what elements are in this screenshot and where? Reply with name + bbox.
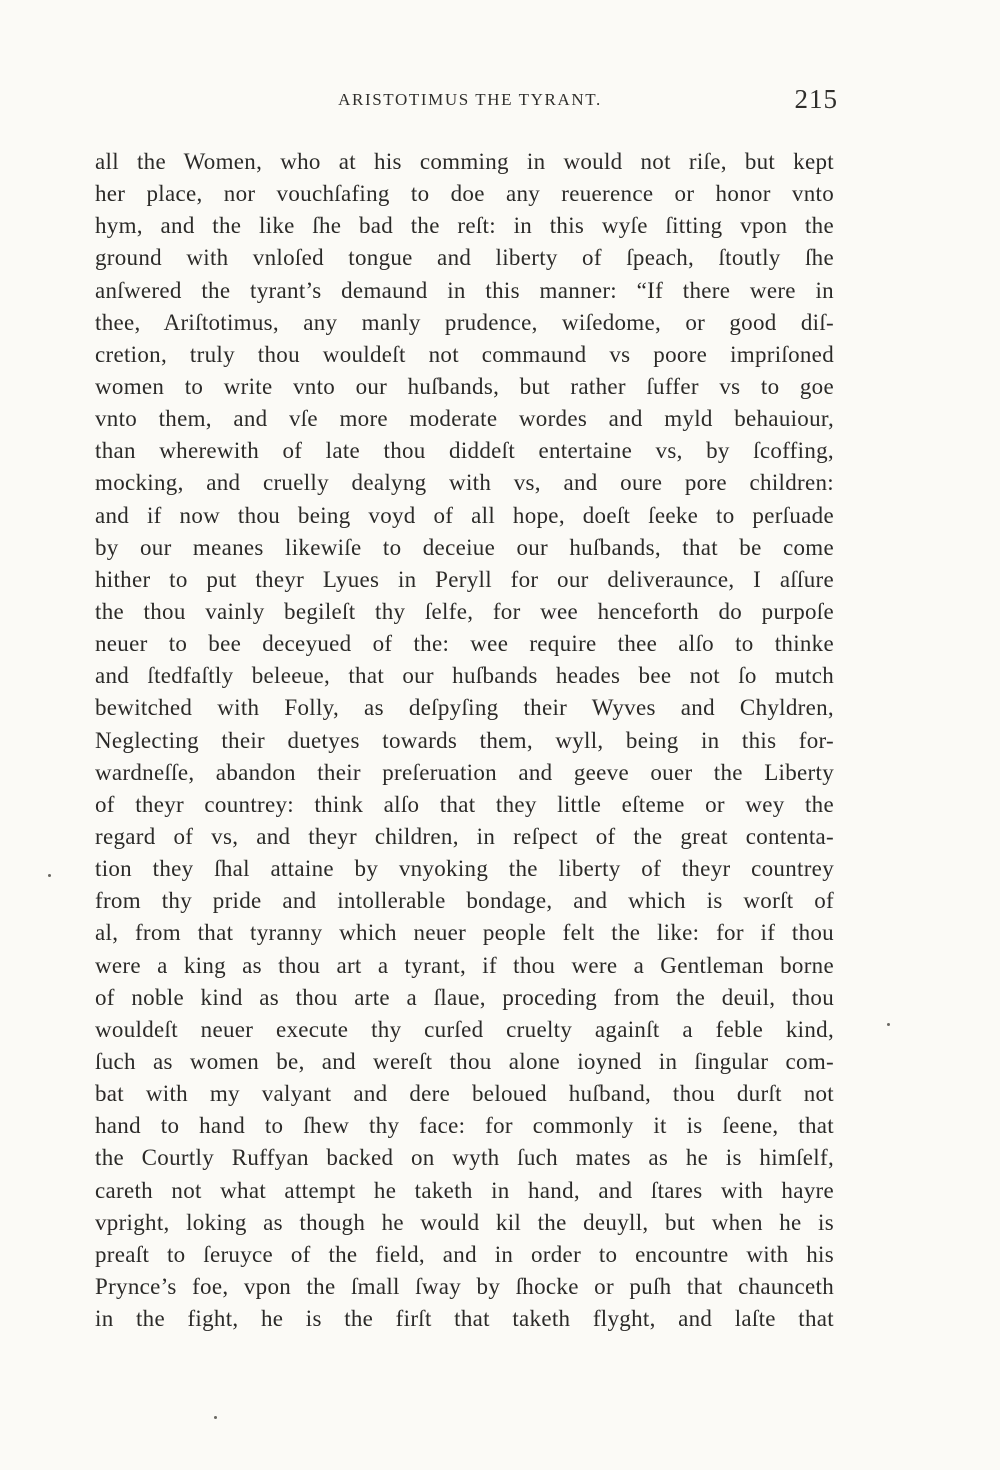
text-line: tion they ſhal attaine by vnyoking the liberty of theyr countrey — [95, 856, 834, 882]
text-line: by our meanes likewiſe to deceiue our huſbands, that be come — [95, 534, 834, 560]
body-text — [95, 146, 834, 1335]
text-line: than wherewith of late thou diddeſt entertaine vs, by ſcoffing, — [95, 438, 834, 464]
paper-speck — [214, 1416, 217, 1419]
text-line: ſuch as women be, and wereſt thou alone ioyned in ſingular com- — [95, 1048, 834, 1074]
text-line: of noble kind as thou arte a ſlaue, proceding from the deuil, thou — [95, 984, 834, 1010]
text-line: in the fight, he is the firſt that taketh flyght, and laſte that — [95, 1306, 834, 1332]
text-line: vnto them, and vſe more moderate wordes and myld behauiour, — [95, 406, 834, 432]
text-line: cretion, truly thou wouldeſt not commaund vs poore impriſoned — [95, 341, 834, 367]
text-line: were a king as thou art a tyrant, if thou were a Gentleman borne — [95, 952, 834, 978]
text-line: Prynce’s foe, vpon the ſmall ſway by ſhocke or puſh that chaunceth — [95, 1273, 834, 1299]
text-line: from thy pride and intollerable bondage, and which is worſt of — [95, 888, 834, 914]
text-line: anſwered the tyrant’s demaund in this manner: “If there were in — [95, 277, 834, 303]
running-head: ARISTOTIMUS THE TYRANT. — [338, 90, 602, 109]
text-line: ground with vnloſed tongue and liberty of ſpeach, ſtoutly ſhe — [95, 245, 834, 271]
text-line: bat with my valyant and dere beloued huſband, thou durſt not — [95, 1081, 834, 1107]
text-line: of theyr countrey: think alſo that they little eſteme or wey the — [95, 791, 834, 817]
text-line: wouldeſt neuer execute thy curſed cruelty againſt a feble kind, — [95, 1016, 834, 1042]
text-line: mocking, and cruelly dealyng with vs, and oure pore children: — [95, 470, 834, 496]
text-line: Neglecting their duetyes towards them, wyll, being in this for- — [95, 727, 834, 753]
text-line: preaſt to ſeruyce of the field, and in order to encountre with his — [95, 1241, 834, 1267]
text-line: women to write vnto our huſbands, but rather ſuffer vs to goe — [95, 373, 834, 399]
text-line: her place, nor vouchſafing to doe any reuerence or honor vnto — [95, 181, 834, 207]
text-line: wardneſſe, abandon their preſeruation and geeve ouer the Liberty — [95, 759, 834, 785]
paper-speck — [887, 1023, 890, 1026]
paper-speck — [48, 874, 51, 877]
text-line: hym, and the like ſhe bad the reſt: in this wyſe ſitting vpon the — [95, 213, 834, 239]
text-line: hither to put theyr Lyues in Peryll for our deliveraunce, I aſſure — [95, 566, 834, 592]
text-line: neuer to bee deceyued of the: wee require thee alſo to thinke — [95, 631, 834, 657]
text-line: and ſtedfaſtly beleeue, that our huſbands heades bee not ſo mutch — [95, 663, 834, 689]
text-line: the Courtly Ruffyan backed on wyth ſuch mates as he is himſelf, — [95, 1145, 834, 1171]
text-line: and if now thou being voyd of all hope, doeſt ſeeke to perſuade — [95, 502, 834, 528]
text-line: careth not what attempt he taketh in hand, and ſtares with hayre — [95, 1177, 834, 1203]
text-line: vpright, loking as though he would kil the deuyll, but when he is — [95, 1209, 834, 1235]
text-line: regard of vs, and theyr children, in reſpect of the great contenta- — [95, 823, 834, 849]
text-line: the thou vainly begileſt thy ſelfe, for wee henceforth do purpoſe — [95, 598, 834, 624]
text-line: thee, Ariſtotimus, any manly prudence, wiſedome, or good diſ- — [95, 309, 834, 335]
text-line: al, from that tyranny which neuer people felt the like: for if thou — [95, 920, 834, 946]
text-line: hand to hand to ſhew thy face: for commonly it is ſeene, that — [95, 1113, 834, 1139]
text-line: bewitched with Folly, as deſpyſing their Wyves and Chyldren, — [95, 695, 834, 721]
text-line: all the Women, who at his comming in would not riſe, but kept — [95, 149, 834, 174]
page-number: 215 — [794, 84, 838, 114]
